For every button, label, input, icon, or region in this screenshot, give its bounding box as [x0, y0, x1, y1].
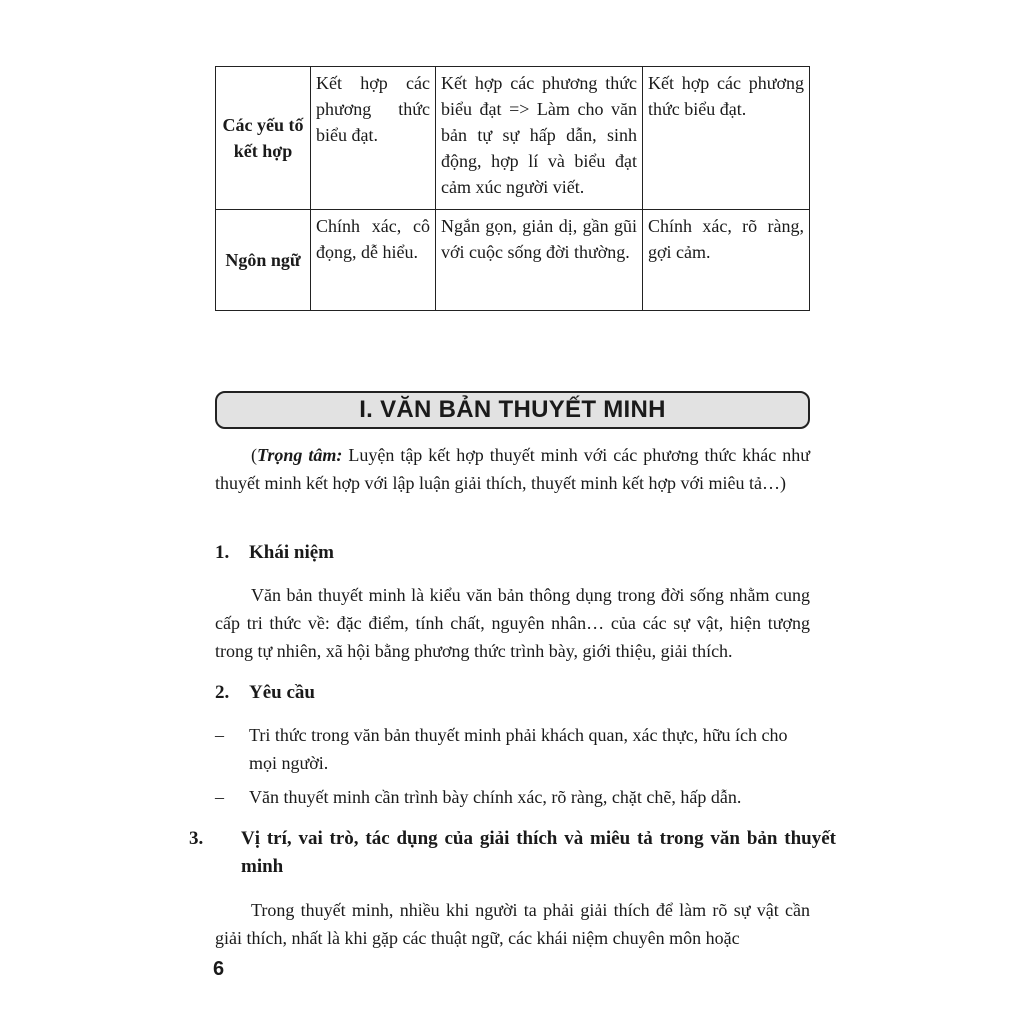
list-item — [215, 783, 810, 811]
heading-number: 3. — [189, 828, 204, 849]
heading-text: Khái niệm — [249, 542, 334, 563]
table-cell: Kết hợp các phương thức biểu đạt. — [643, 67, 810, 210]
page-number: 6 — [213, 958, 225, 980]
list-item-text: Văn thuyết minh cần trình bày chính xác, rõ ràng, chặt chẽ, hấp dẫn. — [249, 787, 742, 807]
table-cell: Kết hợp các phương thức biểu đạt. — [311, 67, 436, 210]
definition-paragraph: Văn bản thuyết minh là kiểu văn bản thông dụng trong đời sống nhằm cung cấp tri thức về: đặc điểm, tính chất, nguyên nhân… của các sự vật, hiện tượng trong tự nhiên, xã hội bằng phương thức trình bày, giới thiệu, giải thích. — [215, 585, 810, 661]
heading-number: 2. — [215, 682, 230, 703]
bullet-dash: – — [215, 725, 224, 745]
table-cell: Chính xác, cô đọng, dễ hiểu. — [311, 210, 436, 311]
focus-open: ( — [251, 445, 257, 465]
heading-text: Yêu cầu — [249, 682, 315, 703]
focus-label: Trọng tâm: — [257, 445, 343, 465]
heading-number: 1. — [215, 542, 230, 563]
bullet-dash: – — [215, 787, 224, 807]
subsection-heading-1 — [215, 539, 810, 567]
row-header: Ngôn ngữ — [216, 210, 311, 311]
table-row — [216, 210, 810, 311]
section-title: I. VĂN BẢN THUYẾT MINH — [215, 391, 810, 429]
table-cell: Kết hợp các phương thức biểu đạt => Làm cho văn bản tự sự hấp dẫn, sinh động, hợp lí và biểu đạt cảm xúc người viết. — [436, 67, 643, 210]
subsection-heading-2 — [215, 679, 810, 707]
focus-text: Luyện tập kết hợp thuyết minh với các phương thức khác như thuyết minh kết hợp với lập luận giải thích, thuyết minh kết hợp với miêu tả…) — [215, 445, 811, 493]
list-item-text: Tri thức trong văn bản thuyết minh phải khách quan, xác thực, hữu ích cho mọi người. — [249, 725, 788, 773]
table-cell: Chính xác, rõ ràng, gợi cảm. — [643, 210, 810, 311]
comparison-table — [215, 66, 810, 311]
subsection-heading-3 — [189, 825, 836, 881]
table-row — [216, 67, 810, 210]
focus-note — [215, 441, 810, 497]
explanation-paragraph: Trong thuyết minh, nhiều khi người ta phải giải thích để làm rõ sự vật cần giải thích, nhất là khi gặp các thuật ngữ, các khái niệm chuyên môn hoặc — [215, 900, 810, 948]
table-cell: Ngắn gọn, giản dị, gần gũi với cuộc sống đời thường. — [436, 210, 643, 311]
heading-text: Vị trí, vai trò, tác dụng của giải thích và miêu tả trong văn bản thuyết minh — [241, 828, 836, 877]
list-item — [215, 721, 810, 777]
row-header: Các yếu tố kết hợp — [216, 67, 311, 210]
